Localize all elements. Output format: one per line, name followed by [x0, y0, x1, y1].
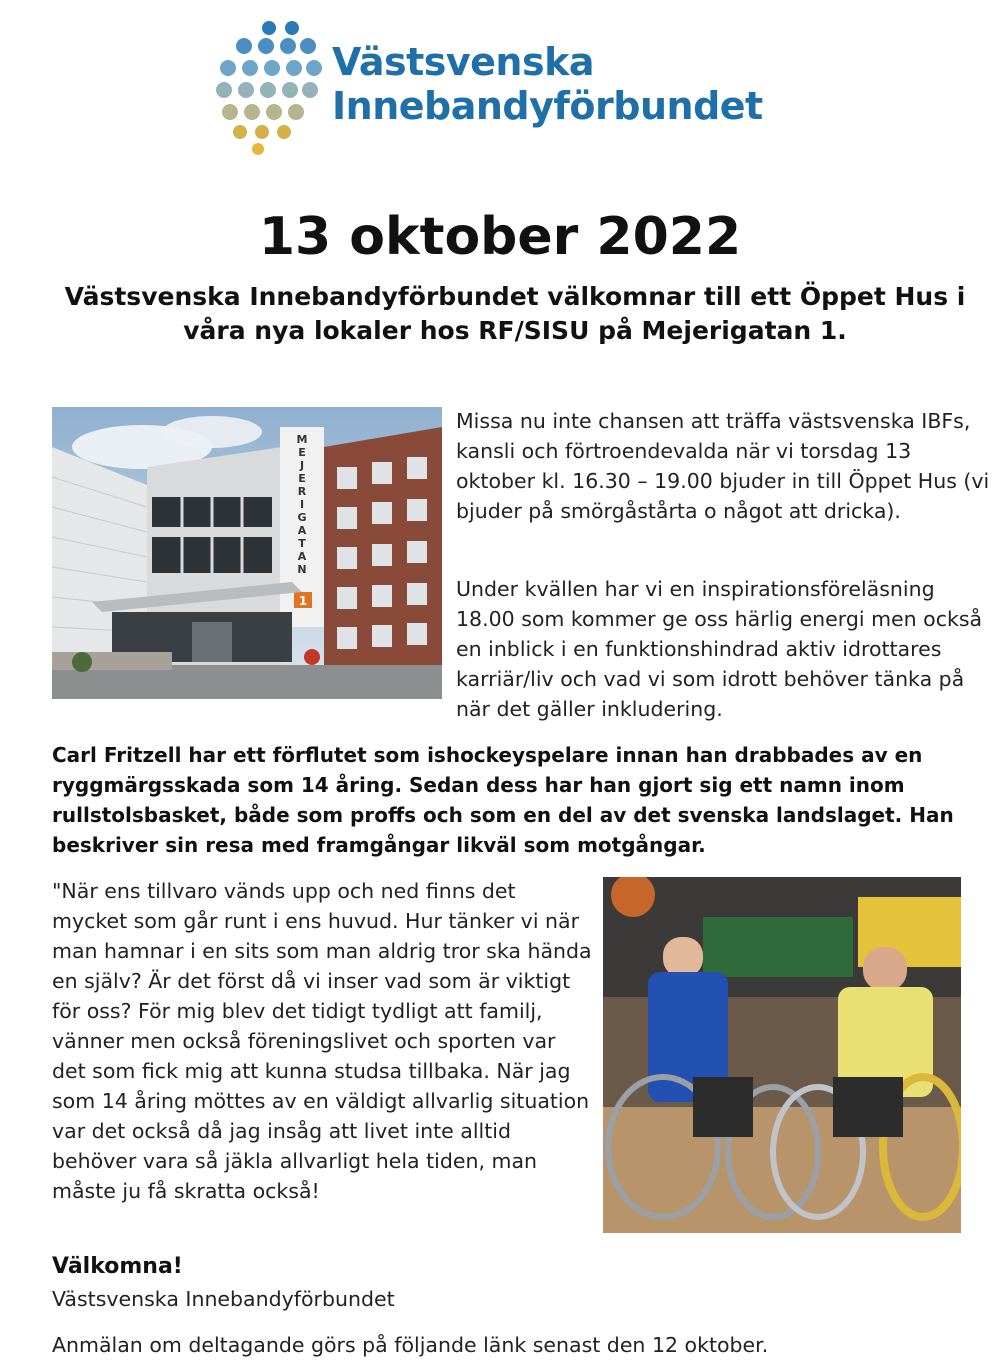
- logo-dot: [242, 60, 258, 76]
- building-sign-text: M E J E R I G A T A N: [296, 433, 308, 576]
- logo-dot: [282, 82, 298, 98]
- logo-dot: [285, 21, 299, 35]
- logo-dot: [222, 104, 238, 120]
- logo-dot: [266, 104, 282, 120]
- speaker-bio: Carl Fritzell har ett förflutet som ishockeyspelare innan han drabbades av en ryggmärgsskada som 14 åring. Sedan dess har han gjort sig ett namn inom rullstolsbasket, både som proffs och som en del av det svenska landslaget. Han beskriver sin resa med framgångar likväl som motgångar.: [52, 743, 954, 857]
- logo-dot: [258, 38, 274, 54]
- logo-dot: [286, 60, 302, 76]
- logo-dot: [262, 21, 276, 35]
- logo-dot: [238, 82, 254, 98]
- logo-dot: [236, 38, 252, 54]
- logo-dot: [255, 125, 269, 139]
- organization-logo: [214, 18, 854, 158]
- building-photo: [52, 407, 442, 699]
- logo-dot: [302, 82, 318, 98]
- logo-line-1: Västsvenska: [332, 40, 595, 84]
- logo-dot: [280, 38, 296, 54]
- speaker-quote: "När ens tillvaro vänds upp och ned finns det mycket som går runt i ens huvud. Hur tänker vi när man hamnar i en sits som man aldrig tror ska hända en själv? Är det först då vi inser vad som är viktigt för oss? För mig blev det tidigt tydligt att familj, vänner men också föreningslivet och sporten var det som fick mig att kunna studsa tillbaka. När jag som 14 åring möttes av en väldigt allvarlig situation var det också då jag insåg att livet inte alltid behöver vara så jäkla allvarligt hela tiden, man måste ju få skratta också!: [52, 879, 592, 1203]
- welcome-heading: Välkomna!: [52, 1254, 183, 1279]
- lecture-paragraph: Under kvällen har vi en inspirationsföreläsning 18.00 som kommer ge oss härlig energi men också en inblick i en funktionshindrad aktiv idrottares karriär/liv och vad vi som idrott behöver tänka på när det gäller inkludering.: [456, 577, 983, 721]
- invitation-paragraph: Missa nu inte chansen att träffa västsvenska IBFs, kansli och förtroendevalda när vi torsdag 13 oktober kl. 16.30 – 19.00 bjuder in till Öppet Hus (vi bjuder på smörgåstårta o något att dricka).: [456, 409, 990, 523]
- wheelchair-basketball-photo: [603, 877, 961, 1233]
- logo-dot: [233, 125, 247, 139]
- logo-dot: [220, 60, 236, 76]
- event-date-title: 13 oktober 2022: [258, 207, 742, 267]
- event-subtitle: Västsvenska Innebandyförbundet välkomnar till ett Öppet Hus i våra nya lokaler hos RF/SISU på Mejerigatan 1.: [64, 282, 966, 345]
- logo-dot: [252, 143, 264, 155]
- logo-line-2: Innebandyförbundet: [332, 84, 763, 128]
- logo-dot: [288, 104, 304, 120]
- signature: Västsvenska Innebandyförbundet: [52, 1287, 395, 1311]
- logo-dot: [306, 60, 322, 76]
- logo-dot: [300, 38, 316, 54]
- logo-dot: [244, 104, 260, 120]
- logo-dot: [264, 60, 280, 76]
- signup-notice: Anmälan om deltagande görs på följande länk senast den 12 oktober.: [52, 1333, 769, 1357]
- logo-dot: [260, 82, 276, 98]
- logo-dot: [216, 82, 232, 98]
- logo-dot: [277, 125, 291, 139]
- logo-wordmark: [332, 40, 763, 128]
- logo-dots-icon: [214, 18, 324, 158]
- building-sign-number: 1: [298, 594, 308, 608]
